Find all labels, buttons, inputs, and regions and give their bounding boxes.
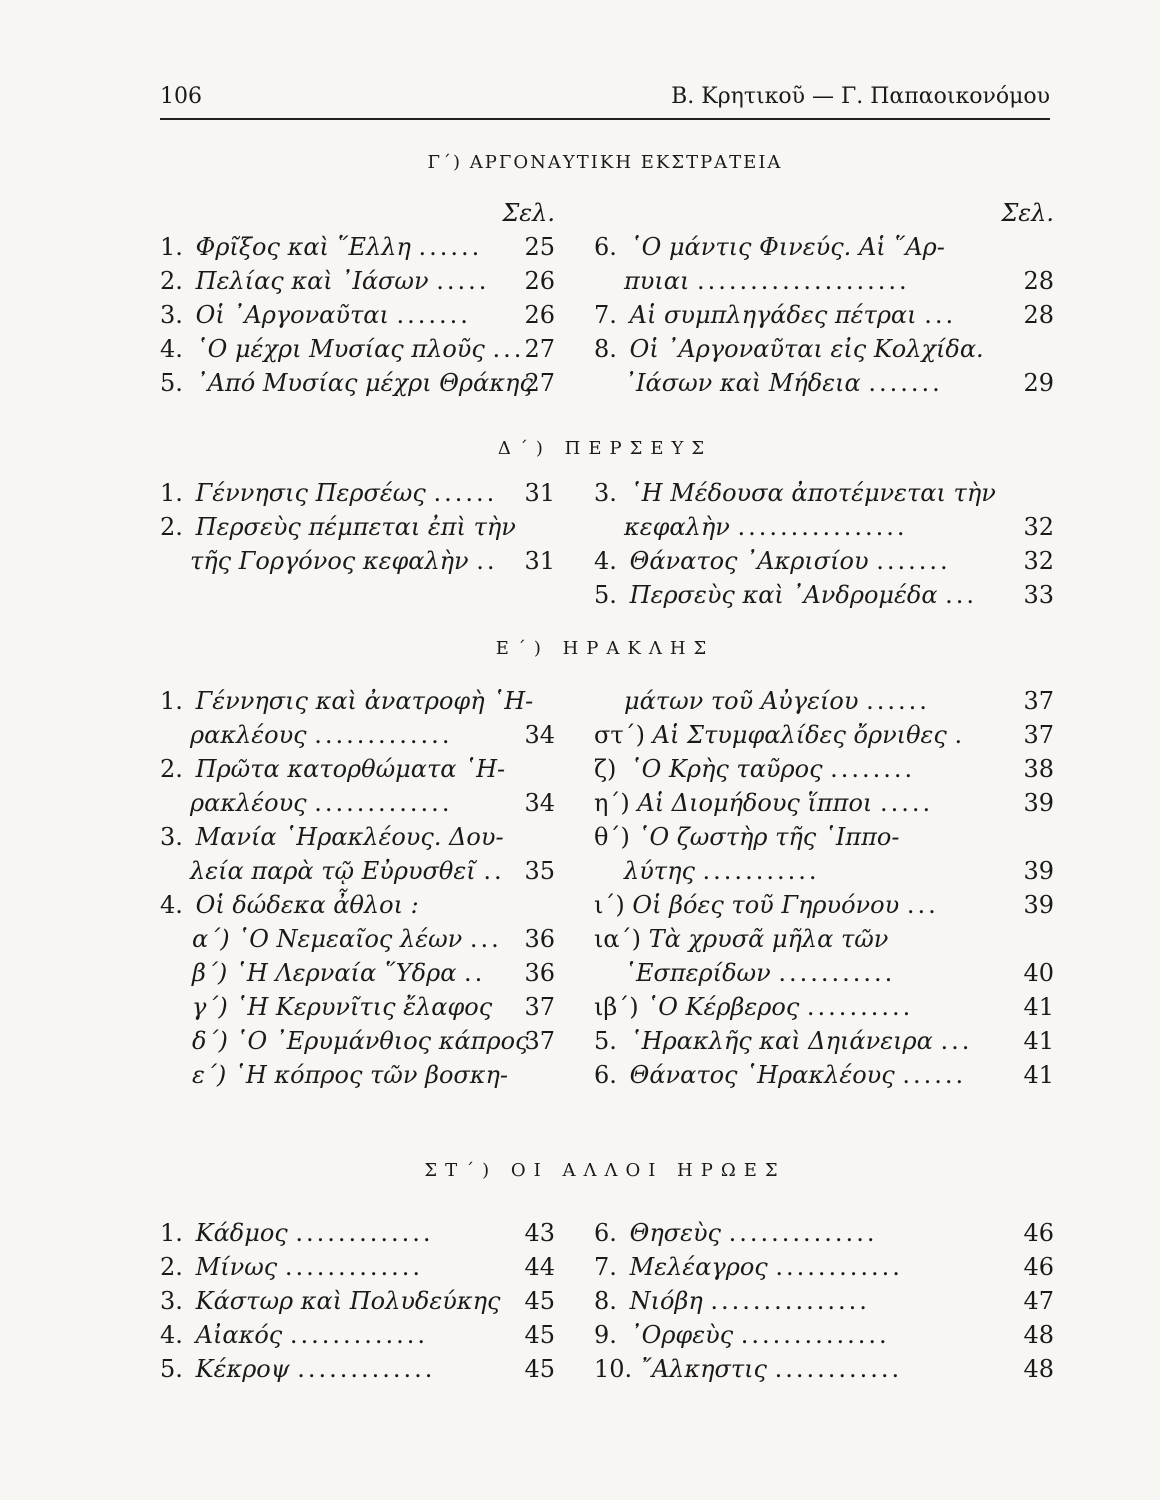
toc-entry — [594, 510, 1054, 544]
entry-page: 36 — [524, 959, 555, 987]
section-title-heracles: Ε΄) ΗΡΑΚΛΗΣ — [495, 638, 715, 659]
entry-title: ρακλέους — [190, 721, 307, 749]
entry-number: 2. — [160, 513, 183, 541]
entry-page: 36 — [524, 925, 555, 953]
entry-page: 31 — [524, 479, 555, 507]
toc-entry — [160, 476, 555, 510]
entry-title: Αἱ Στυμφαλίδες ὄρνιθες — [652, 721, 947, 749]
toc-entry — [160, 956, 555, 990]
entry-number: 2. — [160, 1253, 183, 1281]
entry-title: ῾Ηρακλῆς καὶ Δηιάνειρα — [629, 1027, 933, 1055]
entry-title: ῎Αλκηστις — [639, 1355, 767, 1383]
entry-page: 38 — [1023, 755, 1054, 783]
entry-title: Γέννησις Περσέως — [195, 479, 426, 507]
leader-dots: ....... — [868, 369, 943, 397]
entry-title: Μελέαγρος — [629, 1253, 768, 1281]
entry-number: 2. — [160, 755, 183, 783]
toc-entry — [594, 298, 1054, 332]
entry-number: 1. — [160, 1219, 183, 1247]
toc-entry — [594, 264, 1054, 298]
entry-number: 8. — [594, 1287, 617, 1315]
entry-page: 39 — [1023, 789, 1054, 817]
toc-entry — [160, 1024, 555, 1058]
entry-page: 37 — [524, 1027, 555, 1055]
leader-dots: .. — [483, 857, 505, 885]
entry-page: 44 — [524, 1253, 555, 1281]
entry-title: Μανία ῾Ηρακλέους. Δου- — [195, 823, 504, 851]
toc-entry — [594, 1024, 1054, 1058]
running-head: Β. Κρητικοῦ — Γ. Παπαοικονόμου — [671, 84, 1050, 109]
entry-number: 4. — [160, 335, 183, 363]
entry-title: Περσεὺς καὶ ᾿Ανδρομέδα — [629, 581, 938, 609]
toc-entry — [160, 1352, 555, 1386]
section-perseus-left — [160, 476, 555, 578]
toc-entry — [160, 990, 555, 1024]
entry-title: Οἱ βόες τοῦ Γηρυόνου — [632, 891, 900, 919]
toc-entry — [594, 544, 1054, 578]
entry-title: Κέκροψ — [195, 1355, 290, 1383]
page-label: Σελ. — [1001, 199, 1054, 227]
toc-entry — [594, 332, 1054, 366]
leader-dots: .............. — [728, 1219, 878, 1247]
toc-entry — [594, 578, 1054, 612]
toc-entry — [160, 1284, 555, 1318]
section-perseus-right — [594, 476, 1054, 612]
entry-page: 34 — [524, 721, 555, 749]
entry-page: 48 — [1023, 1355, 1054, 1383]
leader-dots: ..... — [879, 789, 934, 817]
leader-dots: ............. — [314, 789, 453, 817]
leader-dots: ............. — [297, 1355, 436, 1383]
toc-entry — [594, 1216, 1054, 1250]
section-other-heroes-right — [594, 1216, 1054, 1386]
entry-title: Γέννησις καὶ ἀνατροφὴ ῾Η- — [195, 687, 534, 715]
leader-dots: ...... — [433, 479, 498, 507]
entry-number: 3. — [160, 301, 183, 329]
entry-number: 6. — [594, 1061, 617, 1089]
page-label: Σελ. — [502, 199, 555, 227]
entry-number: 4. — [160, 1321, 183, 1349]
entry-number: 3. — [160, 1287, 183, 1315]
entry-number: 1. — [160, 233, 183, 261]
section-other-heroes-left — [160, 1216, 555, 1386]
entry-title: Φρῖξος καὶ ῞Ελλη — [195, 233, 411, 261]
leader-dots: ............. — [284, 1253, 424, 1281]
entry-title: λύτης — [624, 857, 695, 885]
leader-dots: .......... — [806, 993, 914, 1021]
leader-dots: ... — [924, 301, 957, 329]
entry-page: 48 — [1023, 1321, 1054, 1349]
toc-entry — [160, 684, 555, 718]
entry-page: 41 — [1023, 1061, 1054, 1089]
entry-page: 37 — [1023, 721, 1054, 749]
toc-entry — [160, 786, 555, 820]
entry-number: 1. — [160, 687, 183, 715]
toc-entry — [594, 1058, 1054, 1092]
entry-number: ιβ΄) — [594, 993, 639, 1021]
toc-entry — [594, 1318, 1054, 1352]
entry-number: 6. — [594, 233, 617, 261]
toc-entry — [160, 1058, 555, 1092]
entry-page: 25 — [524, 233, 555, 261]
section-argonautiki-right — [594, 196, 1054, 400]
leader-dots: ............ — [775, 1253, 903, 1281]
leader-dots: ... — [940, 1027, 973, 1055]
entry-page: 43 — [524, 1219, 555, 1247]
entry-page: 28 — [1023, 301, 1054, 329]
toc-entry — [160, 1250, 555, 1284]
leader-dots: ...... — [418, 233, 483, 261]
toc-entry — [160, 544, 555, 578]
entry-title: ῾Ο Κρὴς ταῦρος — [629, 755, 823, 783]
leader-dots: ... — [469, 925, 502, 953]
page-number: 106 — [160, 84, 202, 109]
toc-entry — [594, 752, 1054, 786]
leader-dots: .. — [464, 959, 486, 987]
entry-number: 2. — [160, 267, 183, 295]
leader-dots: ... — [906, 891, 939, 919]
entry-title: Οἱ ᾿Αργοναῦται εἰς Κολχίδα. — [629, 335, 984, 363]
entry-number: ια΄) — [594, 925, 641, 953]
entry-page: 26 — [524, 267, 555, 295]
entry-page: 37 — [1023, 687, 1054, 715]
entry-title: Θησεὺς — [629, 1219, 721, 1247]
entry-number: 3. — [594, 479, 617, 507]
entry-title: γ΄) ῾Η Κερυνῖτις ἔλαφος — [192, 993, 493, 1021]
entry-number: 4. — [160, 891, 183, 919]
toc-entry — [594, 366, 1054, 400]
entry-number: στ΄) — [594, 721, 646, 749]
toc-entry — [160, 332, 555, 366]
entry-number: 5. — [594, 1027, 617, 1055]
entry-page: 46 — [1023, 1253, 1054, 1281]
toc-entry — [160, 230, 555, 264]
entry-page: 29 — [1023, 369, 1054, 397]
section-heracles-right — [594, 684, 1054, 1092]
toc-entry — [160, 1216, 555, 1250]
entry-number: 4. — [594, 547, 617, 575]
entry-page: 31 — [524, 547, 555, 575]
toc-entry — [594, 888, 1054, 922]
entry-number: 9. — [594, 1321, 617, 1349]
entry-page: 32 — [1023, 547, 1054, 575]
leader-dots: ............. — [295, 1219, 434, 1247]
entry-title: β΄) ῾Η Λερναία ῞Υδρα — [192, 959, 457, 987]
entry-title: ῾Εσπερίδων — [624, 959, 771, 987]
entry-title: πυιαι — [624, 267, 690, 295]
leader-dots: ...... — [902, 1061, 967, 1089]
entry-title: ᾿Ιάσων καὶ Μήδεια — [624, 369, 861, 397]
entry-title: ρακλέους — [190, 789, 307, 817]
entry-title: ῾Η Μέδουσα ἀποτέμνεται τὴν — [629, 479, 996, 507]
entry-page: 41 — [1023, 993, 1054, 1021]
toc-entry — [160, 298, 555, 332]
entry-title: Αἱ συμπληγάδες πέτραι — [629, 301, 917, 329]
entry-page: 28 — [1023, 267, 1054, 295]
entry-title: Πρῶτα κατορθώματα ῾Η- — [195, 755, 506, 783]
leader-dots: ... — [945, 581, 978, 609]
toc-entry — [160, 264, 555, 298]
entry-page: 39 — [1023, 891, 1054, 919]
entry-number: 5. — [594, 581, 617, 609]
toc-entry — [594, 684, 1054, 718]
toc-entry — [594, 230, 1054, 264]
entry-title: Θάνατος ῾Ηρακλέους — [629, 1061, 895, 1089]
entry-title: λεία παρὰ τῷ Εὐρυσθεῖ — [190, 857, 476, 885]
toc-entry — [594, 922, 1054, 956]
toc-entry — [160, 366, 555, 400]
leader-dots: ...... — [866, 687, 930, 715]
entry-page: 39 — [1023, 857, 1054, 885]
entry-title: τῆς Γοργόνος κεφαλὴν — [190, 547, 469, 575]
entry-number: 6. — [594, 1219, 617, 1247]
entry-number: ι΄) — [594, 891, 625, 919]
section-heracles-left — [160, 684, 555, 1092]
entry-title: ᾿Από Μυσίας μέχρι Θράκης — [195, 369, 533, 397]
toc-entry — [594, 820, 1054, 854]
entry-title: μάτων τοῦ Αὐγείου — [624, 687, 859, 715]
toc-entry — [160, 510, 555, 544]
leader-dots: ................ — [737, 513, 908, 541]
leader-dots: ... — [492, 335, 525, 363]
entry-page: 40 — [1023, 959, 1054, 987]
entry-title: ᾿Ορφεὺς — [629, 1321, 734, 1349]
section-title-perseus: Δ΄) ΠΕΡΣΕΥΣ — [497, 438, 713, 459]
toc-entry — [160, 922, 555, 956]
toc-entry — [160, 854, 555, 888]
toc-entry — [594, 476, 1054, 510]
entry-title: ε΄) ῾Η κόπρος τῶν βοσκη- — [192, 1061, 509, 1089]
entry-number: 7. — [594, 301, 617, 329]
entry-number: 5. — [160, 369, 183, 397]
leader-dots: . — [954, 721, 966, 749]
toc-entry — [594, 1250, 1054, 1284]
entry-page: 45 — [524, 1355, 555, 1383]
toc-entry — [594, 990, 1054, 1024]
leader-dots: ............. — [314, 721, 453, 749]
entry-page: 32 — [1023, 513, 1054, 541]
entry-title: δ΄) ῾Ο ᾿Ερυμάνθιος κάπρος — [192, 1027, 529, 1055]
entry-number: 7. — [594, 1253, 617, 1281]
section-title-other-heroes: ΣΤ΄) ΟΙ ΑΛΛΟΙ ΗΡΩΕΣ — [424, 1160, 786, 1181]
entry-page: 27 — [524, 369, 555, 397]
entry-page: 35 — [524, 857, 555, 885]
entry-title: Αἰακός — [195, 1321, 283, 1349]
leader-dots: .............. — [740, 1321, 890, 1349]
entry-page: 27 — [524, 335, 555, 363]
leader-dots: ........... — [778, 959, 896, 987]
leader-dots: ............ — [774, 1355, 903, 1383]
leader-dots: ....... — [876, 547, 951, 575]
entry-title: Οἱ δώδεκα ἆθλοι : — [195, 891, 419, 919]
entry-title: Μίνως — [195, 1253, 278, 1281]
section-argonautiki-left — [160, 196, 555, 400]
entry-number: 1. — [160, 479, 183, 507]
entry-page: 46 — [1023, 1219, 1054, 1247]
entry-title: ῾Ο μέχρι Μυσίας πλοῦς — [195, 335, 485, 363]
toc-entry — [160, 820, 555, 854]
leader-dots: .................... — [697, 267, 910, 295]
toc-entry — [594, 1284, 1054, 1318]
leader-dots: ..... — [436, 267, 490, 295]
leader-dots: ........ — [830, 755, 916, 783]
toc-entry — [594, 854, 1054, 888]
entry-title: Θάνατος ᾿Ακρισίου — [629, 547, 869, 575]
entry-number: 5. — [160, 1355, 183, 1383]
leader-dots: .. — [476, 547, 498, 575]
toc-entry — [160, 718, 555, 752]
entry-page: 34 — [524, 789, 555, 817]
entry-title: Κάδμος — [195, 1219, 288, 1247]
entry-title: Κάστωρ καὶ Πολυδεύκης — [195, 1287, 501, 1315]
toc-entry — [160, 752, 555, 786]
entry-number: θ΄) — [594, 823, 630, 851]
toc-entry — [160, 888, 555, 922]
entry-number: 8. — [594, 335, 617, 363]
entry-number: ζ) — [594, 755, 617, 783]
entry-number: η΄) — [594, 789, 630, 817]
page-header — [160, 84, 1050, 120]
toc-entry — [594, 786, 1054, 820]
toc-entry — [594, 1352, 1054, 1386]
entry-page: 45 — [524, 1287, 555, 1315]
leader-dots: ........... — [702, 857, 820, 885]
entry-title: Αἱ Διομήδους ἵπποι — [637, 789, 873, 817]
entry-title: ῾Ο μάντις Φινεύς. Αἱ ῞Αρ- — [629, 233, 945, 261]
entry-page: 37 — [524, 993, 555, 1021]
entry-page: 33 — [1023, 581, 1054, 609]
entry-title: κεφαλὴν — [624, 513, 730, 541]
entry-number: 10. — [594, 1355, 633, 1383]
entry-page: 47 — [1023, 1287, 1054, 1315]
toc-entry — [594, 956, 1054, 990]
leader-dots: ............... — [710, 1287, 870, 1315]
entry-number: 3. — [160, 823, 183, 851]
entry-title: Τὰ χρυσᾶ μῆλα τῶν — [648, 925, 889, 953]
entry-page: 45 — [524, 1321, 555, 1349]
entry-page: 26 — [524, 301, 555, 329]
leader-dots: ....... — [396, 301, 471, 329]
entry-title: Πελίας καὶ ᾿Ιάσων — [195, 267, 429, 295]
entry-title: Περσεὺς πέμπεται ἐπὶ τὴν — [195, 513, 516, 541]
entry-title: Νιόβη — [629, 1287, 703, 1315]
toc-entry — [160, 1318, 555, 1352]
section-title-argonautiki: Γ΄) ΑΡΓΟΝΑΥΤΙΚΗ ΕΚΣΤΡΑΤΕΙΑ — [427, 152, 783, 173]
entry-title: α΄) ῾Ο Νεμεαῖος λέων — [192, 925, 463, 953]
entry-title: ῾Ο Κέρβερος — [646, 993, 800, 1021]
leader-dots: ............. — [289, 1321, 429, 1349]
entry-page: 41 — [1023, 1027, 1054, 1055]
entry-title: Οἱ ᾿Αργοναῦται — [195, 301, 389, 329]
toc-entry — [594, 718, 1054, 752]
entry-title: ῾Ο ζωστὴρ τῆς ῾Ιππο- — [637, 823, 900, 851]
